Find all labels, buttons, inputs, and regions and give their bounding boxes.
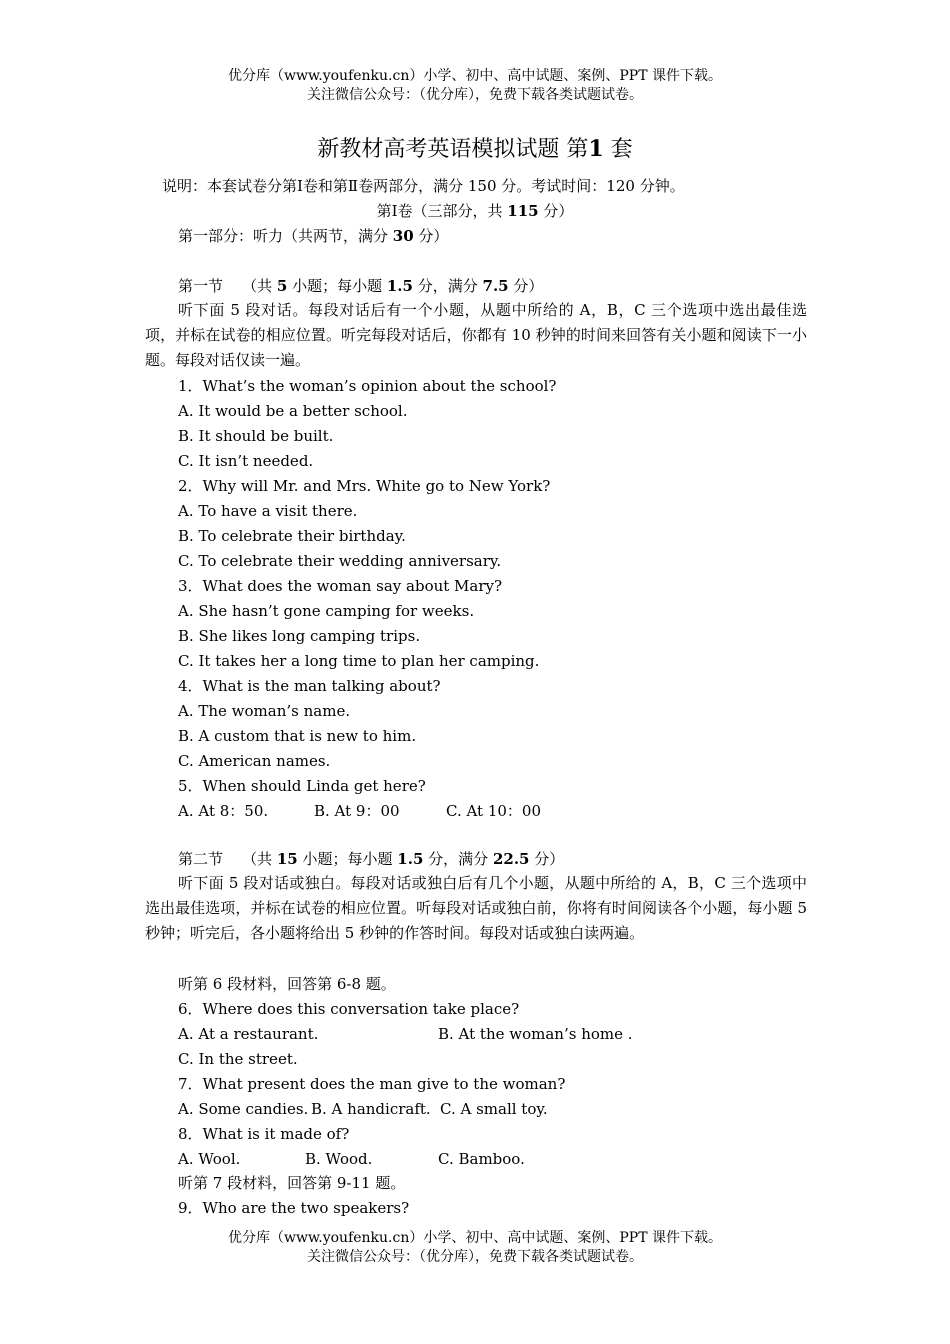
q1-option-a: A. It would be a better school. <box>178 402 408 420</box>
q6-option-b: B. At the woman’s home . <box>438 1025 633 1043</box>
section2-instructions: 听下面 5 段对话或独白。每段对话或独白后有几个小题，从题中所给的 A，B，C 三个选项中选出最佳选项，并标在试卷的相应位置。听每段对话或独白前，你将有时间阅读各个小题，每小题 5 秒钟；听完后，各小题将给出 5 秒钟的作答时间。每段对话或独白读两遍。 <box>145 874 807 942</box>
q4-option-c: C. American names. <box>178 752 331 770</box>
q1-option-c: C. It isn’t needed. <box>178 452 314 470</box>
q5-option-b: B. At 9：00 <box>314 802 400 820</box>
q7-option-c: C. A small toy. <box>440 1100 548 1118</box>
q7-option-b: B. A handicraft. <box>311 1100 431 1118</box>
material7-note: 听第 7 段材料，回答第 9-11 题。 <box>178 1174 406 1192</box>
q3-option-b: B. She likes long camping trips. <box>178 627 421 645</box>
q2-option-a: A. To have a visit there. <box>178 502 358 520</box>
q6-stem: 6．Where does this conversation take place? <box>178 1000 520 1018</box>
section1-instructions: 听下面 5 段对话。每段对话后有一个小题，从题中所给的 A，B，C 三个选项中选出最佳选项，并标在试卷的相应位置。听完每段对话后，你都有 10 秒钟的时间来回答有关小题和阅读下一小题。每段对话仅读一遍。 <box>145 301 807 369</box>
q8-option-c: C. Bamboo. <box>438 1150 525 1168</box>
q3-stem: 3．What does the woman say about Mary? <box>178 577 503 595</box>
q1-stem: 1．What’s the woman’s opinion about the school? <box>178 377 557 395</box>
q2-stem: 2．Why will Mr. and Mrs. White go to New York? <box>178 477 551 495</box>
header-line-2: 关注微信公众号：（优分库），免费下载各类试题试卷。 <box>307 87 643 103</box>
material6-note: 听第 6 段材料，回答第 6-8 题。 <box>178 975 396 993</box>
q2-option-c: C. To celebrate their wedding anniversary. <box>178 552 502 570</box>
q4-stem: 4．What is the man talking about? <box>178 677 441 695</box>
q3-option-c: C. It takes her a long time to plan her camping. <box>178 652 540 670</box>
q5-option-a: A. At 8：50. <box>178 802 269 820</box>
q8-option-a: A. Wool. <box>178 1150 241 1168</box>
q2-option-b: B. To celebrate their birthday. <box>178 527 406 545</box>
section1-heading: 第一节 （共 5 小题；每小题 1.5 分，满分 7.5 分） <box>178 277 544 295</box>
q4-option-b: B. A custom that is new to him. <box>178 727 417 745</box>
q9-stem: 9．Who are the two speakers? <box>178 1199 410 1217</box>
q5-stem: 5．When should Linda get here? <box>178 777 426 795</box>
part1-heading: 第一部分：听力（共两节，满分 30 分） <box>178 227 449 245</box>
q8-option-b: B. Wood. <box>305 1150 373 1168</box>
intro-text: 说明：本套试卷分第Ⅰ卷和第Ⅱ卷两部分，满分 150 分。考试时间：120 分钟。 <box>162 177 685 195</box>
q7-stem: 7．What present does the man give to the woman? <box>178 1075 566 1093</box>
footer-line-2: 关注微信公众号：（优分库），免费下载各类试题试卷。 <box>307 1249 643 1265</box>
header-line-1: 优分库（www.youfenku.cn）小学、初中、高中试题、案例、PPT 课件下载。 <box>227 68 722 84</box>
q4-option-a: A. The woman’s name. <box>178 702 351 720</box>
q8-stem: 8．What is it made of? <box>178 1125 350 1143</box>
q6-option-a: A. At a restaurant. <box>178 1025 319 1043</box>
q5-option-c: C. At 10：00 <box>446 802 542 820</box>
q3-option-a: A. She hasn’t gone camping for weeks. <box>178 602 475 620</box>
q7-option-a: A. Some candies. <box>178 1100 309 1118</box>
q6-option-c: C. In the street. <box>178 1050 298 1068</box>
q1-option-b: B. It should be built. <box>178 427 334 445</box>
volume-heading: 第Ⅰ卷（三部分，共 115 分） <box>376 202 574 220</box>
footer-line-1: 优分库（www.youfenku.cn）小学、初中、高中试题、案例、PPT 课件下载。 <box>227 1230 722 1246</box>
page-title: 新教材高考英语模拟试题 第1 套 <box>317 136 633 162</box>
section2-heading: 第二节 （共 15 小题；每小题 1.5 分，满分 22.5 分） <box>178 850 565 868</box>
